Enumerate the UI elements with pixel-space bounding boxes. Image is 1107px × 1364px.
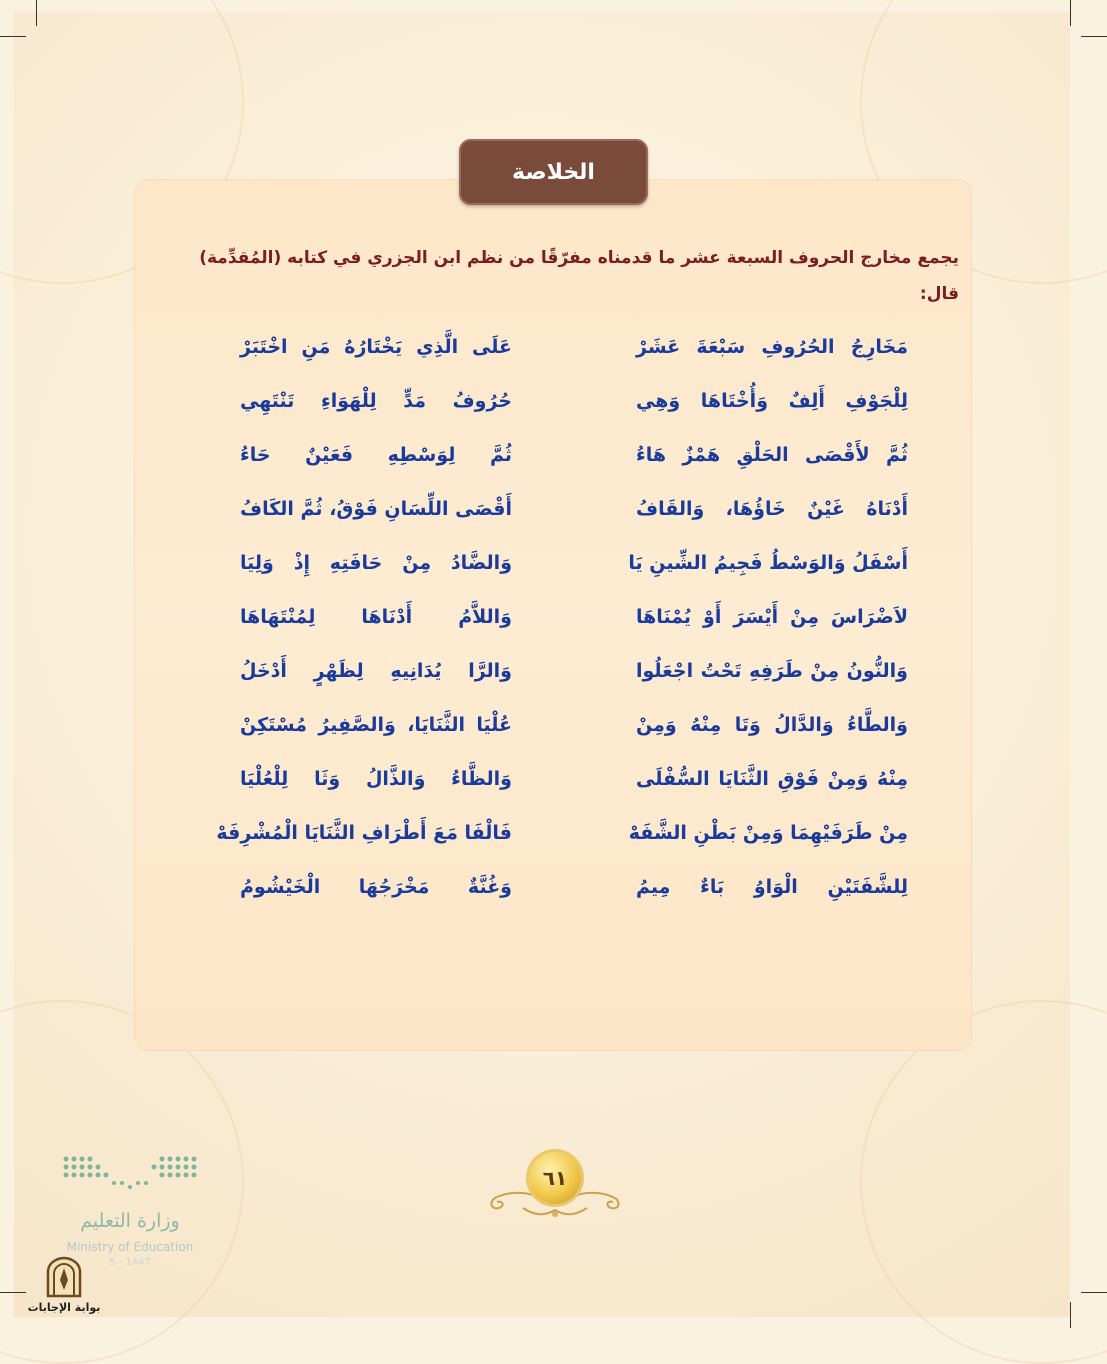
portal-label: بوابة الإجابات xyxy=(27,1301,101,1314)
verse-right-hemistich: أَسْفَلُ وَالوَسْطُ فَجِيمُ الشِّينِ يَا xyxy=(628,552,908,574)
ministry-logo-icon xyxy=(62,1155,198,1199)
page-number-badge xyxy=(483,1150,627,1222)
verse-left-hemistich: وَالرَّا يُدَانِيهِ لِظَهْرٍ أَدْخَلُ xyxy=(240,660,512,682)
poem-verse xyxy=(240,590,908,644)
poem-verse xyxy=(240,428,908,482)
intro-line: قال: xyxy=(919,284,959,304)
poem-verse xyxy=(240,644,908,698)
verse-left-hemistich: وَاللاَّمُ أَدْنَاهَا لِمُنْتَهَاهَا xyxy=(240,606,512,628)
poem-verse xyxy=(216,806,908,860)
poem-verse xyxy=(240,752,908,806)
crop-mark xyxy=(0,1292,26,1293)
verse-left-hemistich: فَالْفَا مَعَ أَطْرَافِ الثَّنَايَا الْمُشْرِفَهْ xyxy=(216,822,512,844)
poem-verse xyxy=(240,320,908,374)
verse-right-hemistich: لِلْجَوْفِ أَلِفٌ وَأُخْتَاهَا وَهِي xyxy=(636,390,908,412)
crop-mark xyxy=(1081,1292,1107,1293)
poem-verse xyxy=(240,482,908,536)
crop-mark xyxy=(1081,36,1107,37)
page-number: ٦١ xyxy=(529,1152,581,1204)
crop-mark xyxy=(1070,1302,1071,1328)
crop-mark xyxy=(1070,0,1071,26)
verse-left-hemistich: حُرُوفُ مَدٍّ لِلْهَوَاءِ تَنْتَهِي xyxy=(240,390,512,412)
verse-right-hemistich: مَخَارِجُ الحُرُوفِ سَبْعَةَ عَشَرْ xyxy=(636,336,908,358)
crop-mark xyxy=(36,0,37,26)
ministry-name-english: Ministry of Education xyxy=(66,1240,194,1254)
verse-left-hemistich: عَلَى الَّذِي يَخْتَارُهُ مَنِ اخْتَبَرْ xyxy=(240,336,512,358)
verse-left-hemistich: وَغُنَّةٌ مَخْرَجُهَا الْخَيْشُومُ xyxy=(240,876,512,898)
portal-logo-icon xyxy=(44,1256,84,1298)
verse-left-hemistich: وَالظَّاءُ وَالذَّالُ وَثَا لِلْعُلْيَا xyxy=(240,768,512,790)
poem-verse xyxy=(240,698,908,752)
verse-right-hemistich: مِنْهُ وَمِنْ فَوْقِ الثَّنَايَا السُّفْلَى xyxy=(636,768,908,790)
verse-right-hemistich: مِنْ طَرَفَيْهِمَا وَمِنْ بَطْنِ الشَّفَهْ xyxy=(628,822,908,844)
verse-right-hemistich: لِلشَّفَتَيْنِ الْوَاوُ بَاءٌ مِيمُ xyxy=(636,876,908,898)
section-title: الخلاصة xyxy=(459,139,648,205)
verse-right-hemistich: ثُمَّ لأَقْصَى الحَلْقِ هَمْزٌ هَاءُ xyxy=(636,444,908,466)
poem-verse xyxy=(240,860,908,914)
verse-right-hemistich: لاَضْرَاسَ مِنْ أَيْسَرَ أَوْ يُمْنَاهَا xyxy=(636,606,908,628)
verse-right-hemistich: وَالطَّاءُ وَالدَّالُ وَتَا مِنْهُ وَمِنْ xyxy=(636,714,908,736)
verse-left-hemistich: أَقْصَى اللِّسَانِ فَوْقُ، ثُمَّ الكَافُ xyxy=(240,498,512,520)
verse-left-hemistich: وَالضَّادُ مِنْ حَافَتِهِ إِذْ وَلِيَا xyxy=(240,552,512,574)
verse-left-hemistich: عُلْيَا الثَّنَايَا، وَالصَّفِيرُ مُسْتَكِنْ xyxy=(240,714,512,736)
intro-text xyxy=(159,240,959,312)
intro-line: يجمع مخارج الحروف السبعة عشر ما قدمناه مفرّقًا من نظم ابن الجزري في كتابه (المُقدِّمة) xyxy=(199,248,959,268)
verse-right-hemistich: وَالنُّونُ مِنْ طَرَفِهِ تَحْتُ اجْعَلُوا xyxy=(636,660,908,682)
poem-verse xyxy=(240,536,908,590)
ministry-year: 5 - 1447 xyxy=(109,1257,151,1268)
crop-mark xyxy=(0,36,26,37)
poem xyxy=(216,320,908,914)
poem-verse xyxy=(240,374,908,428)
verse-right-hemistich: أَدْنَاهُ غَيْنٌ خَاؤُهَا، وَالقَافُ xyxy=(636,498,908,520)
verse-left-hemistich: ثُمَّ لِوَسْطِهِ فَعَيْنٌ حَاءُ xyxy=(240,444,512,466)
ministry-name-arabic: وزارة التعليم xyxy=(80,1210,180,1232)
